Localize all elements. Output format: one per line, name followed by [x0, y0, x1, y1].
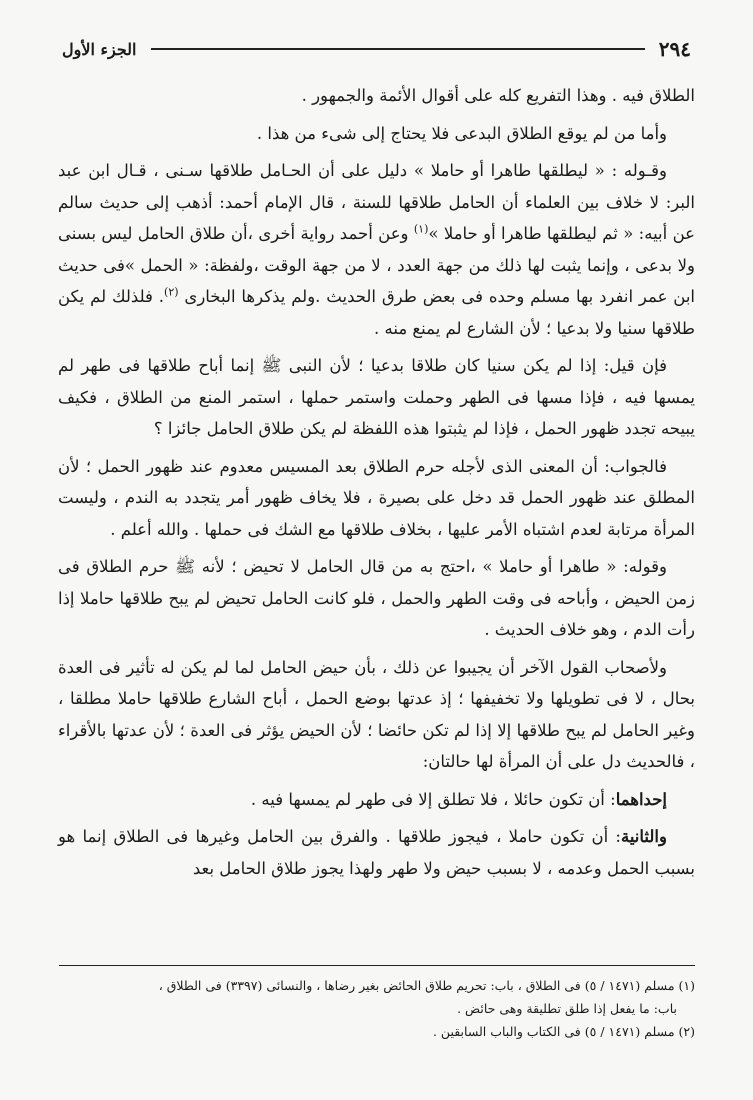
page-number: ٢٩٤	[658, 37, 691, 61]
footnote-ref-2[interactable]: (٢)	[164, 285, 179, 299]
paragraph-6: وقوله: « طاهرا أو حاملا » ،احتج به من قال الحامل لا تحيض ؛ لأنه ﷺ حرم الطلاق فى زمن الحيض ، وأباحه فى وقت الطهر والحمل ، فلو كانت الحامل تحيض لم يبح طلاقها حاملا إذا رأت الدم ، وهو خلاف الحديث .	[58, 557, 695, 639]
paragraph-8-text: : أن تكون حائلا ، فلا تطلق إلا فى طهر لم يمسها فيه .	[250, 789, 616, 809]
footnote-2: (٢) مسلم (١٤٧١ / ٥) فى الكتاب والباب السابقين .	[432, 1024, 695, 1039]
page-header	[62, 34, 691, 64]
paragraph-3-part-b: وعن أحمد رواية أخرى ،أن طلاق الحامل ليس بسنى ولا بدعى ، وإنما يثبت لها ذلك من جهة العدد ، لا من جهة الوقت ،ولفظة: « الحمل »فى حديث ابن عمر انفرد بها مسلم وحده فى بعض طرق الحديث .ولم يذكرها البخارى	[58, 224, 696, 306]
running-title: الجزء الأول	[62, 39, 137, 59]
body-text	[58, 80, 695, 890]
footnote-1-continued: باب: ما يفعل إذا طلق تطليقة وهى حائض .	[457, 1001, 677, 1016]
footnote-ref-1[interactable]: (١)	[413, 222, 429, 236]
paragraph-9	[58, 821, 695, 884]
paragraph-3-part-c: . فلذلك لم يكن طلاقها سنيا ولا بدعيا ؛ لأن الشارع لم يمنع منه .	[58, 287, 695, 338]
paragraph-2: وأما من لم يوقع الطلاق البدعى فلا يحتاج إلى شىء من هذا .	[256, 123, 667, 143]
footnotes	[58, 974, 695, 1043]
header-rule	[151, 48, 645, 50]
term-first: إحداهما	[615, 789, 667, 809]
paragraph-4: فإن قيل: إذا لم يكن سنيا كان طلاقا بدعيا ؛ لأن النبى ﷺ إنما أباح طلاقها فى طهر لم يمسها فيه ، فإذا مسها فى الطهر وحملت واستمر حملها ، استمر المنع من الطلاق ، فكيف يبيحه تجدد ظهور الحمل ، فإذا لم يثبتوا هذه اللفظة لم يكن طلاق الحامل جائزا ؟	[58, 356, 695, 438]
footnote-rule	[59, 965, 695, 966]
paragraph-3	[58, 155, 695, 344]
footnote-1: (١) مسلم (١٤٧١ / ٥) فى الطلاق ، باب: تحريم طلاق الحائض بغير رضاها ، والنسائى (٣٣٩٧) فى الطلاق ،	[158, 978, 695, 993]
paragraph-7: ولأصحاب القول الآخر أن يجيبوا عن ذلك ، بأن حيض الحامل لما لم يكن له تأثير فى العدة بحال ، لا فى تطويلها ولا تخفيفها ؛ إذ عدتها بوضع الحمل ، أباح الشارع طلاقها حاملا مطلقا ، وغير الحامل لم يبح طلاقها إلا إذا لم تكن حائضا ؛ لأن الحيض يؤثر فى العدة ؛ لأن عدتها بالأقراء ، فالحديث دل على أن المرأة لها حالتان:	[58, 657, 695, 771]
paragraph-8	[58, 784, 695, 816]
paragraph-9-text: : أن تكون حاملا ، فيجوز طلاقها . والفرق بين الحامل وغيرها فى الطلاق إنما هو بسبب الحمل وعدمه ، لا بسبب حيض ولا طهر ولهذا يجوز طلاق الحامل بعد	[58, 827, 695, 878]
term-second: والثانية	[620, 827, 667, 846]
paragraph-3-part-a: وقـوله : « ليطلقها طاهرا أو حاملا » دليل على أن الحـامل طلاقها سـنى ، قـال ابن عبد البر: لا خلاف بين العلماء أن الحامل طلاقها للسنة ، قال الإمام أحمد: أذهب إلى حديث سالم عن أبيه: « ثم ليطلقها طاهرا أو حاملا »	[58, 161, 695, 243]
paragraph-5: فالجواب: أن المعنى الذى لأجله حرم الطلاق بعد المسيس معدوم عند ظهور الحمل ؛ لأن المطلق عند ظهور الحمل قد دخل على بصيرة ، فلا يخاف ظهور أمر يتجدد به الندم ، وليست المرأة مرتابة لعدم اشتباه الأمر عليها ، بخلاف طلاقها مع الشك فى حملها . والله أعلم .	[58, 456, 695, 539]
paragraph-1: الطلاق فيه . وهذا التفريع كله على أقوال الأئمة والجمهور .	[301, 86, 695, 105]
